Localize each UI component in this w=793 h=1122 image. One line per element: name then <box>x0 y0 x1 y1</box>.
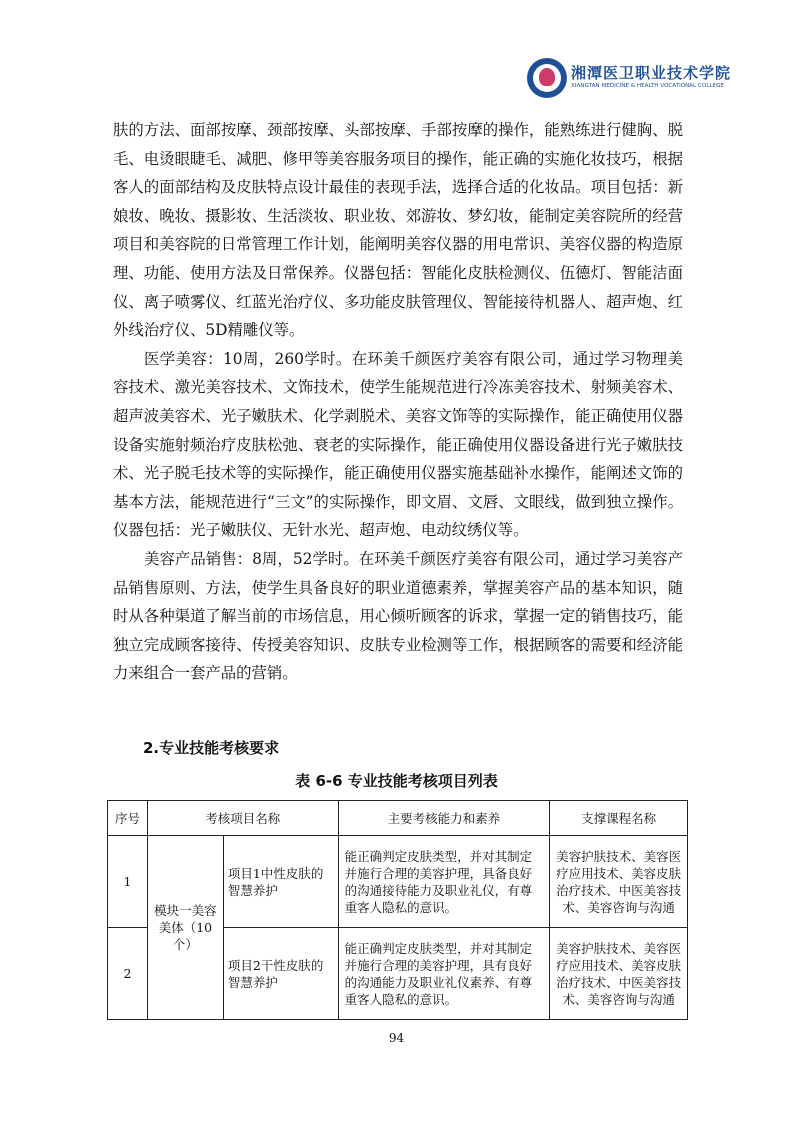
header-item-name: 考核项目名称 <box>147 801 338 836</box>
table-row <box>108 836 688 928</box>
header-logo <box>527 54 732 102</box>
table-header-row <box>108 801 688 836</box>
header-seq: 序号 <box>108 801 148 836</box>
paragraph: 肤的方法、面部按摩、颈部按摩、头部按摩、手部按摩的操作，能熟练进行健胸、脱毛、电烫眼睫毛、减肥、修甲等美容服务项目的操作，能正确的实施化妆技巧，根据客人的面部结构及皮肤特点设计最佳的表现手法，选择合适的化妆品。项目包括：新娘妆、晚妆、摄影妆、生活淡妆、职业妆、郊游妆、梦幻妆，能制定美容院所的经营项目和美容院的日常管理工作计划，能阐明美容仪器的用电常识、美容仪器的构造原理、功能、使用方法及日常保养。仪器包括：智能化皮肤检测仪、伍德灯、智能洁面仪、离子喷雾仪、红蓝光治疗仪、多功能皮肤管理仪、智能接待机器人、超声炮、红外线治疗仪、5D精雕仪等。 <box>113 121 683 340</box>
table-caption: 表 6-6 专业技能考核项目列表 <box>295 772 498 790</box>
header-ability: 主要考核能力和素养 <box>338 801 550 836</box>
module-name: 模块一美容美体（10个） <box>147 836 223 1020</box>
header-course: 支撑课程名称 <box>550 801 688 836</box>
section-heading: 2.专业技能考核要求 <box>143 739 280 757</box>
school-name: 湘潭医卫职业技术学院 <box>571 64 732 82</box>
row-ability: 能正确判定皮肤类型，并对其制定并施行合理的美容护理，具有良好的沟通能力及职业礼仪素养、有尊重客人隐私的意识。 <box>338 928 550 1020</box>
row-seq: 2 <box>108 928 148 1020</box>
body-text <box>113 116 683 688</box>
row-course: 美容护肤技术、美容医疗应用技术、美容皮肤治疗技术、中医美容技术、美容咨询与沟通 <box>550 836 688 928</box>
page-number: 94 <box>388 1031 405 1045</box>
row-course: 美容护肤技术、美容医疗应用技术、美容皮肤治疗技术、中医美容技术、美容咨询与沟通 <box>550 928 688 1020</box>
assessment-table <box>107 800 688 1020</box>
row-project: 项目1中性皮肤的智慧养护 <box>223 836 338 928</box>
row-project: 项目2干性皮肤的智慧养护 <box>223 928 338 1020</box>
paragraph: 美容产品销售：8周，52学时。在环美千颜医疗美容有限公司，通过学习美容产品销售原则、方法，使学生具备良好的职业道德素养，掌握美容产品的基本知识，随时从各种渠道了解当前的市场信息，用心倾听顾客的诉求，掌握一定的销售技巧，能独立完成顾客接待、传授美容知识、皮肤专业检测等工作，根据顾客的需要和经济能力来组合一套产品的营销。 <box>113 549 683 683</box>
row-seq: 1 <box>108 836 148 928</box>
paragraph: 医学美容：10周，260学时。在环美千颜医疗美容有限公司，通过学习物理美容技术、激光美容技术、文饰技术，使学生能规范进行冷冻美容技术、射频美容术、超声波美容术、光子嫩肤术、化学剥脱术、美容文饰等的实际操作，能正确使用仪器设备实施射频治疗皮肤松弛、衰老的实际操作，能正确使用仪器设备进行光子嫩肤技术、光子脱毛技术等的实际操作，能正确使用仪器实施基础补水操作，能阐述文饰的基本方法，能规范进行“三文”的实际操作，即文眉、文唇、文眼线，做到独立操作。仪器包括：光子嫩肤仪、无针水光、超声炮、电动纹绣仪等。 <box>113 349 683 540</box>
lotus-icon <box>539 68 555 86</box>
school-name-en: XIANGTAN MEDICINE & HEALTH VOCATIONAL COLLEGE <box>571 83 724 89</box>
row-ability: 能正确判定皮肤类型，并对其制定并施行合理的美容护理，具备良好的沟通接待能力及职业礼仪，有尊重客人隐私的意识。 <box>338 836 550 928</box>
